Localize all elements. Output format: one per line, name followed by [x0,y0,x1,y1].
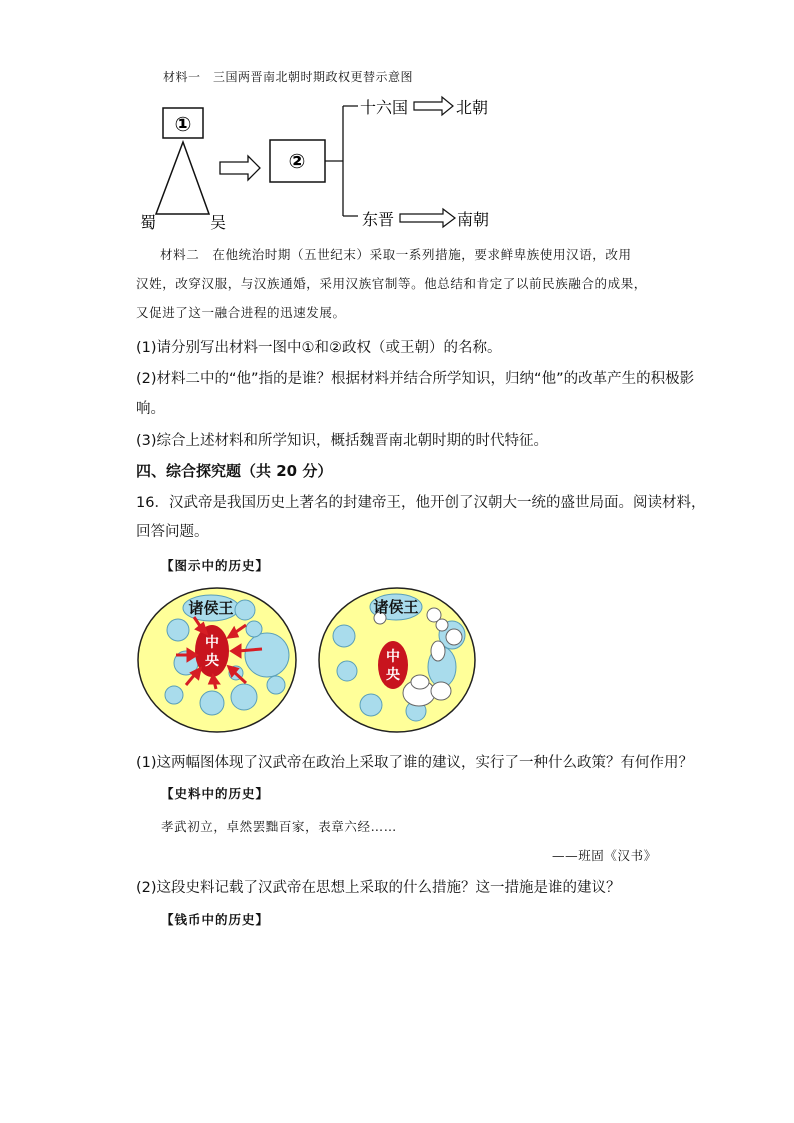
material2-line-3: 又促进了这一融合进程的迅速发展。 [136,305,346,320]
three-kingdoms-triangle [156,142,209,214]
vassal-label: 诸侯王 [188,599,234,617]
center-label-top: 中 [205,635,219,651]
section-heading: 四、综合探究题（共 20 分） [136,462,333,480]
kingdom-wu-label: 吴 [210,213,227,232]
source-section-label: 【史料中的历史】 [161,786,270,801]
question-15-2: (2)材料二中的“他”指的是谁？根据材料并结合所学知识，归纳“他”的改革产生的积极影 [136,371,695,387]
historical-quote: 孝武初立，卓然罢黜百家，表章六经…… [161,819,397,834]
material2-line-2: 汉姓，改穿汉服，与汉族通婚，采用汉族官制等。他总结和肯定了以前民族融合的成果， [136,276,647,291]
question-16-1: (1)这两幅图体现了汉武帝在政治上采取了谁的建议，实行了一种什么政策？有何作用？ [136,755,694,771]
question-16-intro: 16．汉武帝是我国历史上著名的封建帝王，他开创了汉朝大一统的盛世局面。阅读材料， [136,495,706,511]
kingdom-shu-label: 蜀 [140,213,157,232]
quote-citation: ——班固《汉书》 [552,848,657,863]
eastern-jin-label: 东晋 [362,210,395,229]
branch-fork [325,106,358,216]
question-16-2: (2)这段史料记载了汉武帝在思想上采取的什么措施？这一措施是谁的建议？ [136,880,621,896]
question-15-3: (3)综合上述材料和所学知识，概括魏晋南北朝时期的时代特征。 [136,433,549,449]
regime-change-diagram [130,90,510,240]
material1-title: 材料一 三国两晋南北朝时期政权更替示意图 [163,70,414,84]
hollow-arrow-icon [220,156,260,180]
regime-box-1-label: ① [174,112,192,136]
regime-box-2-label: ② [288,149,306,173]
vassal-label: 诸侯王 [373,598,419,616]
right-circle-diagram [316,585,478,735]
diagram-section-label: 【图示中的历史】 [161,558,270,573]
northern-dynasties-label: 北朝 [456,98,489,117]
sixteen-kingdoms-label: 十六国 [360,98,409,117]
question-15-1: (1)请分别写出材料一图中①和②政权（或王朝）的名称。 [136,340,502,356]
hollow-arrow-icon [400,209,455,227]
center-label-bottom: 央 [386,667,400,683]
center-label-bottom: 央 [205,653,219,669]
hollow-arrow-icon [414,97,453,115]
material2-line-1: 材料二 在他统治时期（五世纪末）采取一系列措施，要求鲜卑族使用汉语，改用 [160,247,632,262]
question-16-intro-cont: 回答问题。 [136,524,209,540]
center-label-top: 中 [386,649,400,665]
question-15-2-cont: 响。 [136,401,165,417]
left-circle-diagram [136,585,298,735]
coin-section-label: 【钱币中的历史】 [161,912,270,927]
southern-dynasties-label: 南朝 [457,210,490,229]
